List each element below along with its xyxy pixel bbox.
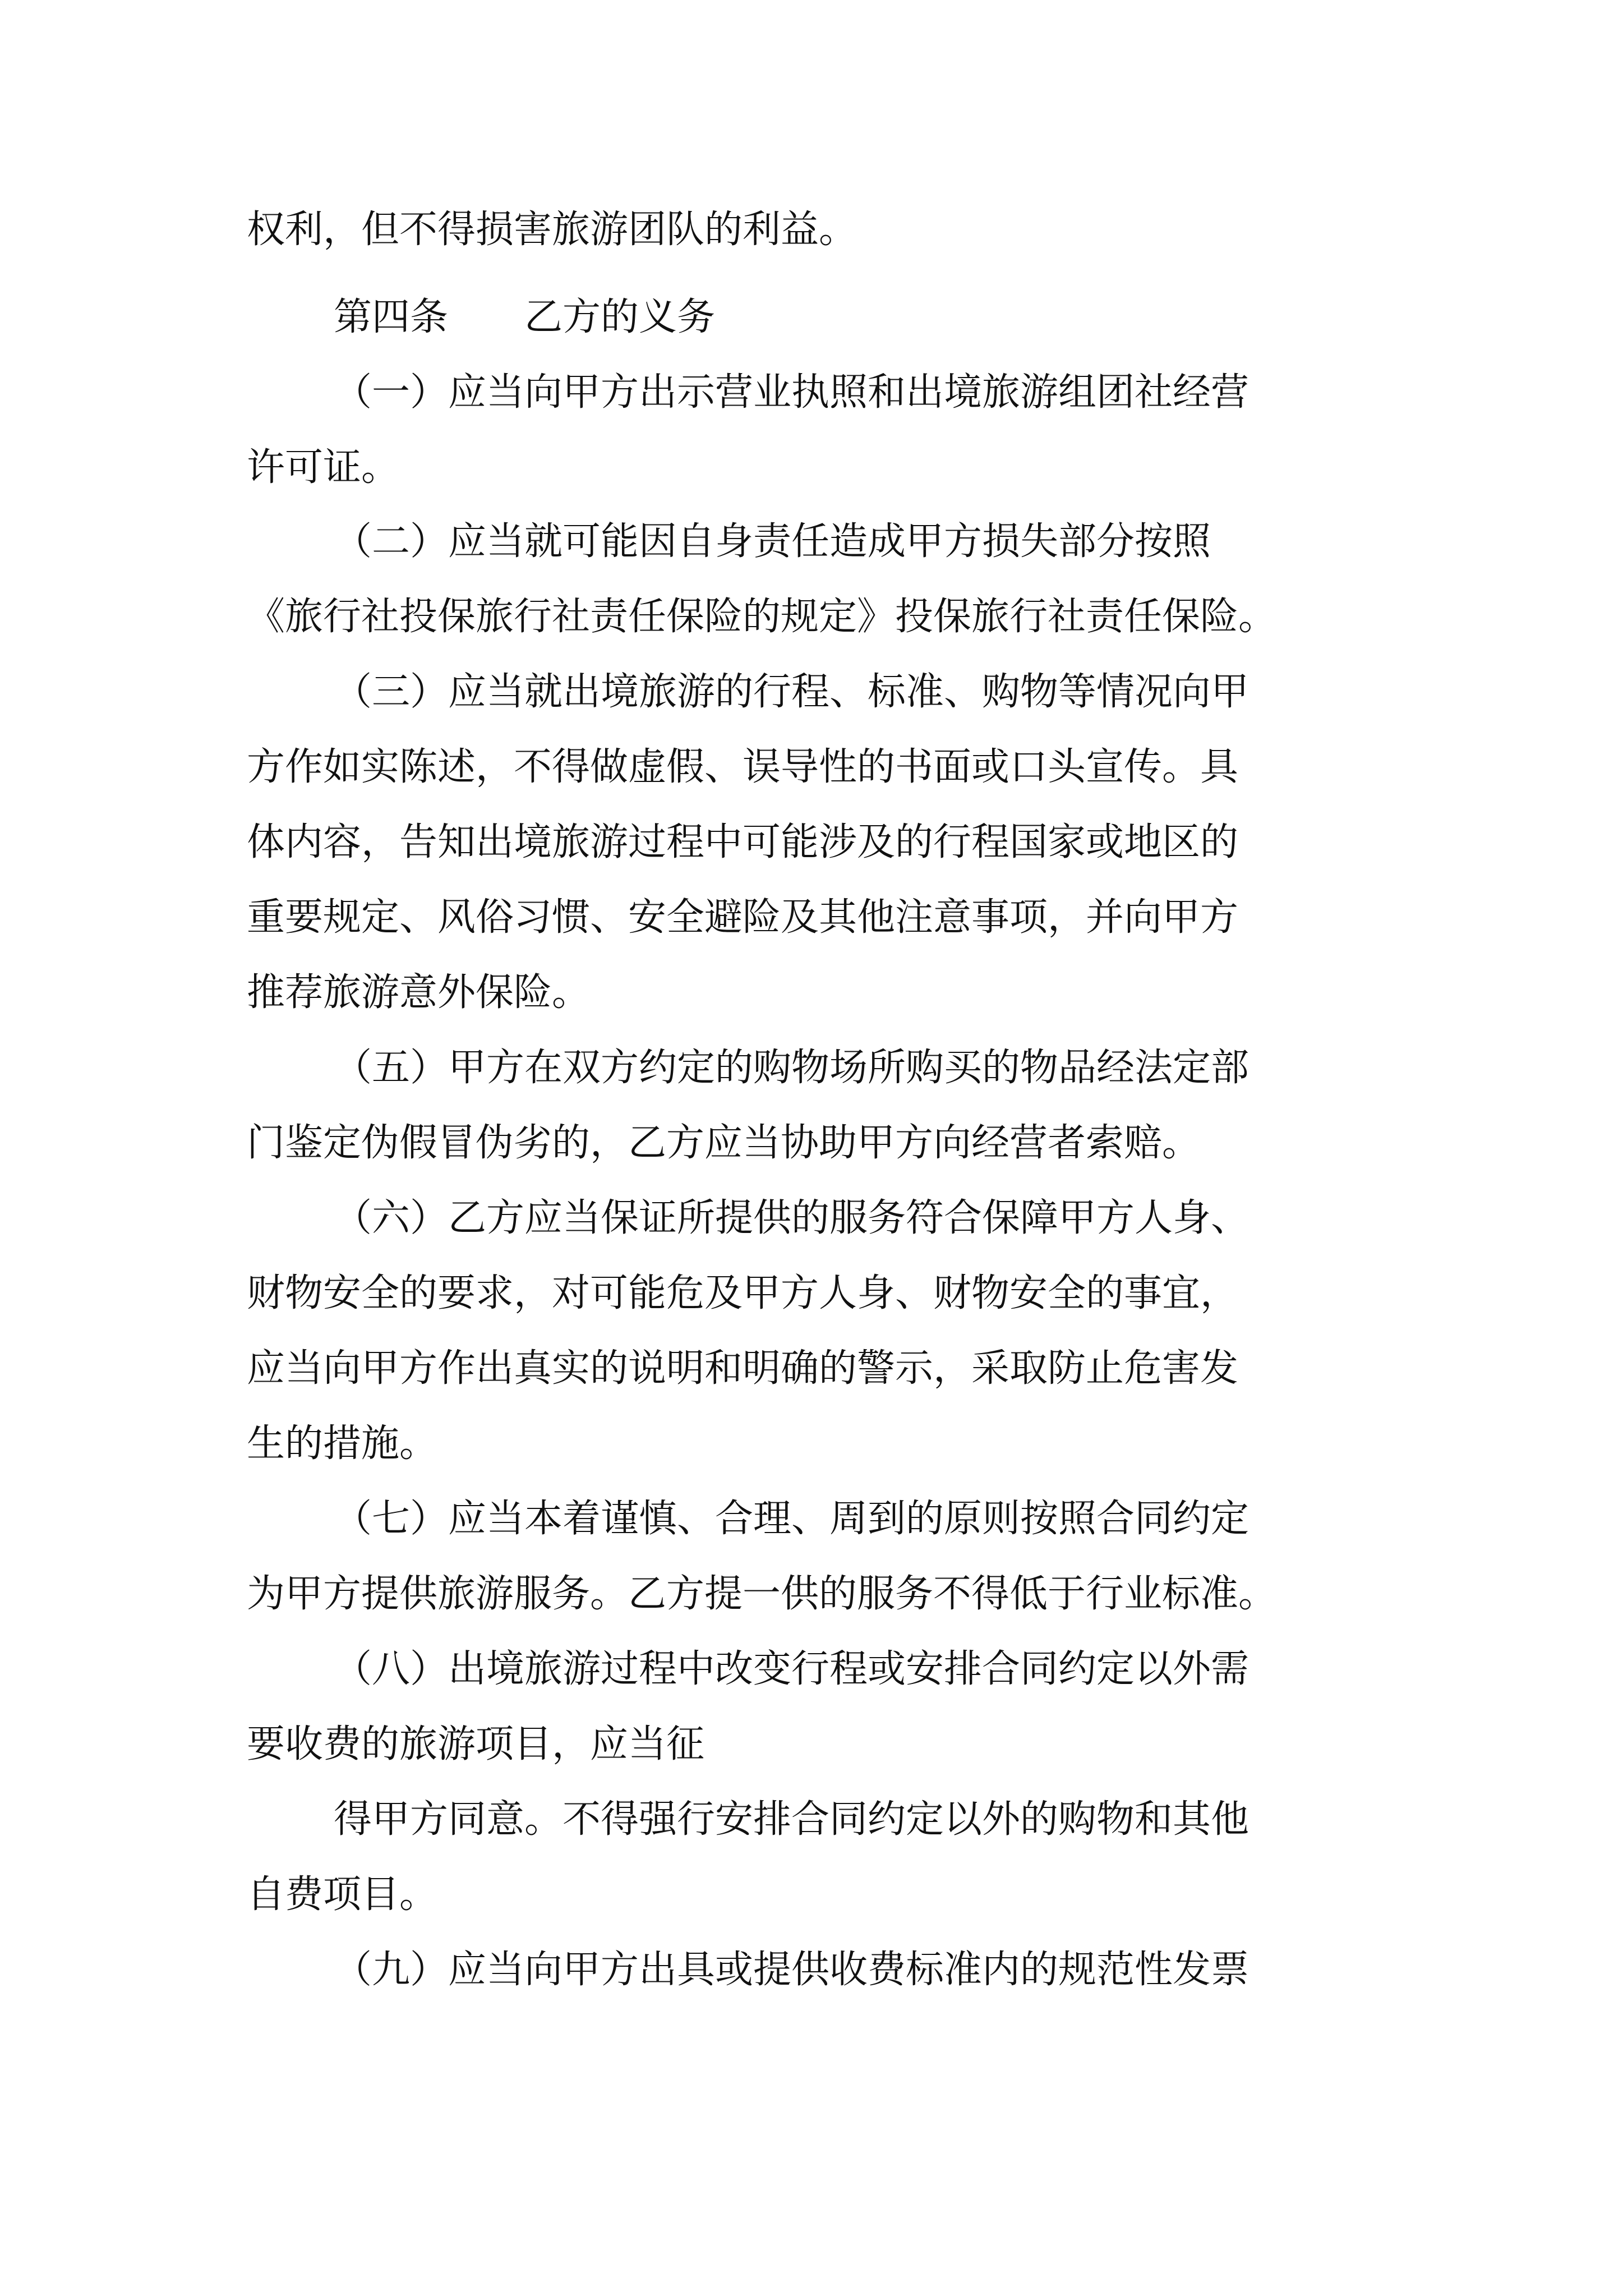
text-line: 门鉴定伪假冒伪劣的，乙方应当协助甲方向经营者索赔。 — [247, 1121, 1201, 1165]
text-line: 财物安全的要求，对可能危及甲方人身、财物安全的事宜， — [247, 1271, 1239, 1315]
text-line: 体内容，告知出境旅游过程中可能涉及的行程国家或地区的 — [247, 820, 1239, 864]
text-line: 推荐旅游意外保险。 — [247, 970, 591, 1015]
text-line: 应当向甲方作出真实的说明和明确的警示，采取防止危害发 — [247, 1346, 1239, 1391]
text-line: （六）乙方应当保证所提供的服务符合保障甲方人身、 — [334, 1196, 1249, 1240]
text-line: 重要规定、风俗习惯、安全避险及其他注意事项，并向甲方 — [247, 895, 1239, 940]
text-line: （八）出境旅游过程中改变行程或安排合同约定以外需 — [334, 1647, 1249, 1691]
text-line: （七）应当本着谨慎、合理、周到的原则按照合同约定 — [334, 1497, 1249, 1541]
text-line: 自费项目。 — [247, 1872, 438, 1917]
text-line: 得甲方同意。不得强行安排合同约定以外的购物和其他 — [334, 1797, 1249, 1842]
article-heading: 第四条 乙方的义务 — [334, 295, 716, 339]
text-line: 要收费的旅游项目，应当征 — [247, 1722, 705, 1766]
text-line: 为甲方提供旅游服务。乙方提一供的服务不得低于行业标准。 — [247, 1572, 1277, 1616]
text-line: 生的措施。 — [247, 1421, 438, 1466]
text-line: （五）甲方在双方约定的购物场所购买的物品经法定部 — [334, 1046, 1249, 1090]
text-line: （二）应当就可能因自身责任造成甲方损失部分按照 — [334, 519, 1211, 564]
text-line: 方作如实陈述，不得做虚假、误导性的书面或口头宣传。具 — [247, 745, 1239, 789]
text-line: （三）应当就出境旅游的行程、标准、购物等情况向甲 — [334, 670, 1249, 714]
text-line: 《旅行社投保旅行社责任保险的规定》投保旅行社责任保险。 — [247, 595, 1277, 639]
text-line: （一）应当向甲方出示营业执照和出境旅游组团社经营 — [334, 370, 1249, 415]
text-line: 许可证。 — [247, 445, 400, 490]
text-line: （九）应当向甲方出具或提供收费标准内的规范性发票 — [334, 1948, 1249, 1992]
text-line: 权利，但不得损害旅游团队的利益。 — [247, 208, 857, 252]
